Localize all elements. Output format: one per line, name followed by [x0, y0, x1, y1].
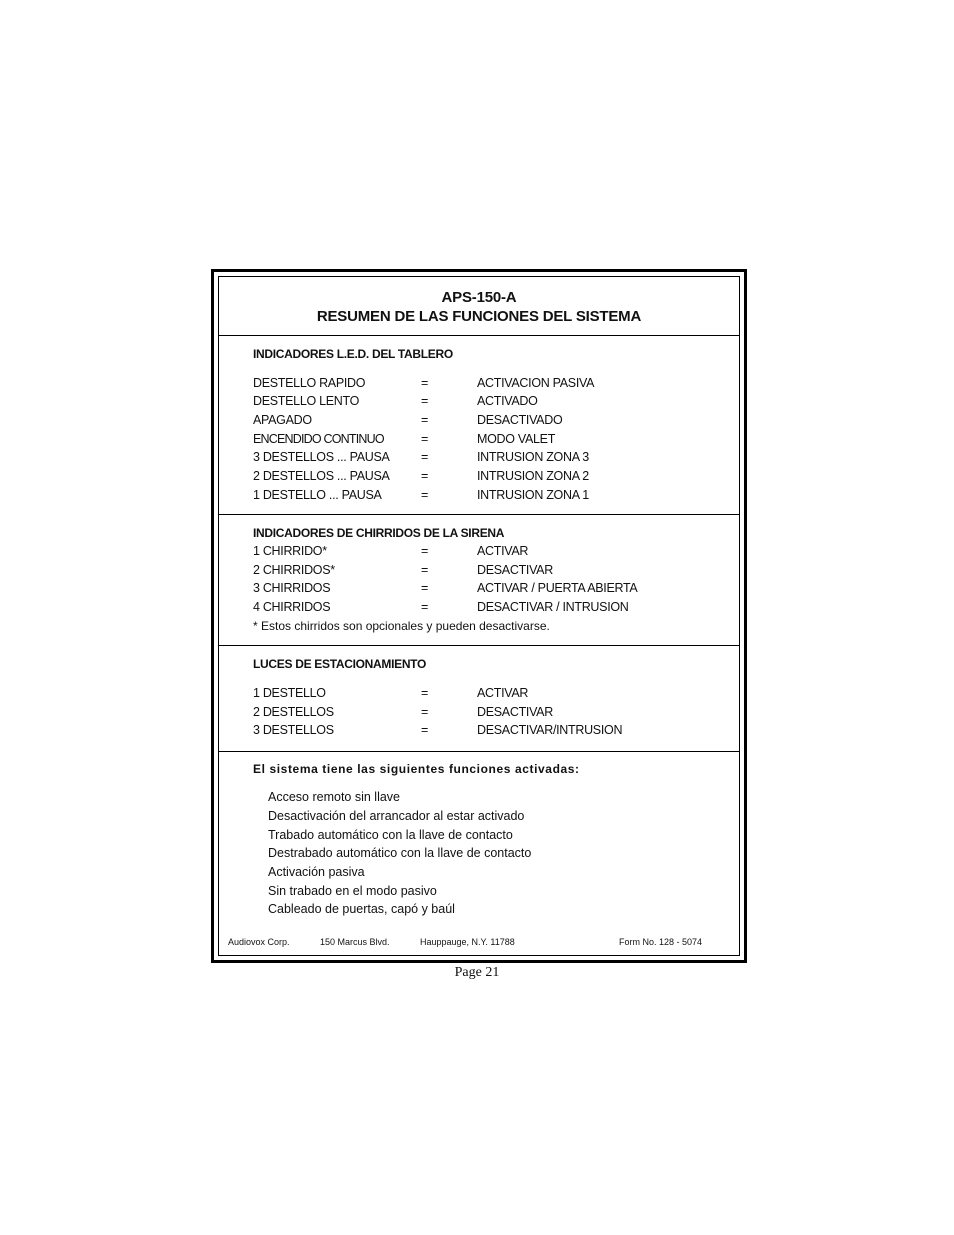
led-row-meaning: MODO VALET: [477, 432, 556, 446]
parking-row-meaning: ACTIVAR: [477, 686, 529, 700]
equals-sign: =: [421, 488, 428, 502]
equals-sign: =: [421, 450, 428, 464]
led-row: [253, 488, 693, 504]
feature-item: Acceso remoto sin llave: [268, 790, 401, 804]
equals-sign: =: [421, 376, 428, 390]
equals-sign: =: [421, 544, 428, 558]
siren-row-meaning: ACTIVAR: [477, 544, 529, 558]
siren-row-meaning: ACTIVAR / PUERTA ABIERTA: [477, 581, 638, 595]
siren-row-signal: 2 CHIRRIDOS*: [253, 563, 335, 577]
siren-row-signal: 1 CHIRRIDO*: [253, 544, 327, 558]
feature-item: Desactivación del arrancador al estar activado: [268, 809, 525, 823]
divider: [219, 645, 739, 646]
led-row-meaning: ACTIVADO: [477, 394, 538, 408]
siren-row: [253, 581, 693, 597]
equals-sign: =: [421, 686, 428, 700]
page-number: Page 21: [454, 965, 500, 980]
divider: [219, 751, 739, 752]
divider: [219, 514, 739, 515]
feature-item: Trabado automático con la llave de contacto: [268, 828, 513, 842]
led-row-meaning: ACTIVACION PASIVA: [477, 376, 595, 390]
led-row: [253, 376, 693, 392]
feature-item: Destrabado automático con la llave de contacto: [268, 846, 532, 860]
led-row-signal: 3 DESTELLOS ... PAUSA: [253, 450, 390, 464]
siren-row: [253, 563, 693, 579]
led-row-meaning: DESACTIVADO: [477, 413, 563, 427]
parking-row: [253, 723, 693, 739]
equals-sign: =: [421, 723, 428, 737]
feature-item: Activación pasiva: [268, 865, 365, 879]
summary-card: [211, 269, 747, 963]
siren-row: [253, 544, 693, 560]
siren-note: * Estos chirridos son opcionales y pueden desactivarse.: [253, 619, 550, 633]
equals-sign: =: [421, 581, 428, 595]
led-row-signal: 1 DESTELLO ... PAUSA: [253, 488, 382, 502]
led-row-signal: APAGADO: [253, 413, 312, 427]
siren-row: [253, 600, 693, 616]
siren-section-heading: INDICADORES DE CHIRRIDOS DE LA SIRENA: [253, 526, 505, 540]
led-row: [253, 469, 693, 485]
led-row: [253, 432, 693, 448]
led-row: [253, 413, 693, 429]
led-row-meaning: INTRUSION ZONA 3: [477, 450, 589, 464]
siren-row-signal: 3 CHIRRIDOS: [253, 581, 331, 595]
footer-company: Audiovox Corp.: [228, 937, 290, 947]
parking-section-heading: LUCES DE ESTACIONAMIENTO: [253, 657, 427, 671]
divider: [219, 335, 739, 336]
equals-sign: =: [421, 432, 428, 446]
footer-form-number: Form No. 128 - 5074: [619, 937, 703, 947]
siren-row-meaning: DESACTIVAR: [477, 563, 553, 577]
summary-card-inner: [218, 276, 740, 956]
led-row-signal: 2 DESTELLOS ... PAUSA: [253, 469, 390, 483]
led-section-heading: INDICADORES L.E.D. DEL TABLERO: [253, 347, 453, 361]
led-row-meaning: INTRUSION ZONA 2: [477, 469, 589, 483]
parking-row: [253, 705, 693, 721]
feature-item: Cableado de puertas, capó y baúl: [268, 902, 455, 916]
equals-sign: =: [421, 413, 428, 427]
led-row-signal: ENCENDIDO CONTINUO: [253, 432, 384, 446]
equals-sign: =: [421, 705, 428, 719]
footer-city: Hauppauge, N.Y. 11788: [420, 937, 515, 947]
feature-item: Sin trabado en el modo pasivo: [268, 884, 437, 898]
siren-row-meaning: DESACTIVAR / INTRUSION: [477, 600, 629, 614]
siren-row-signal: 4 CHIRRIDOS: [253, 600, 331, 614]
equals-sign: =: [421, 469, 428, 483]
parking-row-signal: 3 DESTELLOS: [253, 723, 334, 737]
parking-row-signal: 1 DESTELLO: [253, 686, 326, 700]
parking-row-meaning: DESACTIVAR: [477, 705, 553, 719]
parking-row: [253, 686, 693, 702]
model-title: APS-150-A: [441, 289, 517, 306]
features-heading: El sistema tiene las siguientes funciones activadas:: [253, 762, 580, 776]
led-row-signal: DESTELLO LENTO: [253, 394, 360, 408]
parking-row-signal: 2 DESTELLOS: [253, 705, 334, 719]
led-row-signal: DESTELLO RAPIDO: [253, 376, 366, 390]
led-row-meaning: INTRUSION ZONA 1: [477, 488, 589, 502]
led-row: [253, 394, 693, 410]
led-row: [253, 450, 693, 466]
footer-address: 150 Marcus Blvd.: [320, 937, 390, 947]
equals-sign: =: [421, 563, 428, 577]
equals-sign: =: [421, 394, 428, 408]
equals-sign: =: [421, 600, 428, 614]
parking-row-meaning: DESACTIVAR/INTRUSION: [477, 723, 623, 737]
page-title: RESUMEN DE LAS FUNCIONES DEL SISTEMA: [316, 308, 642, 325]
